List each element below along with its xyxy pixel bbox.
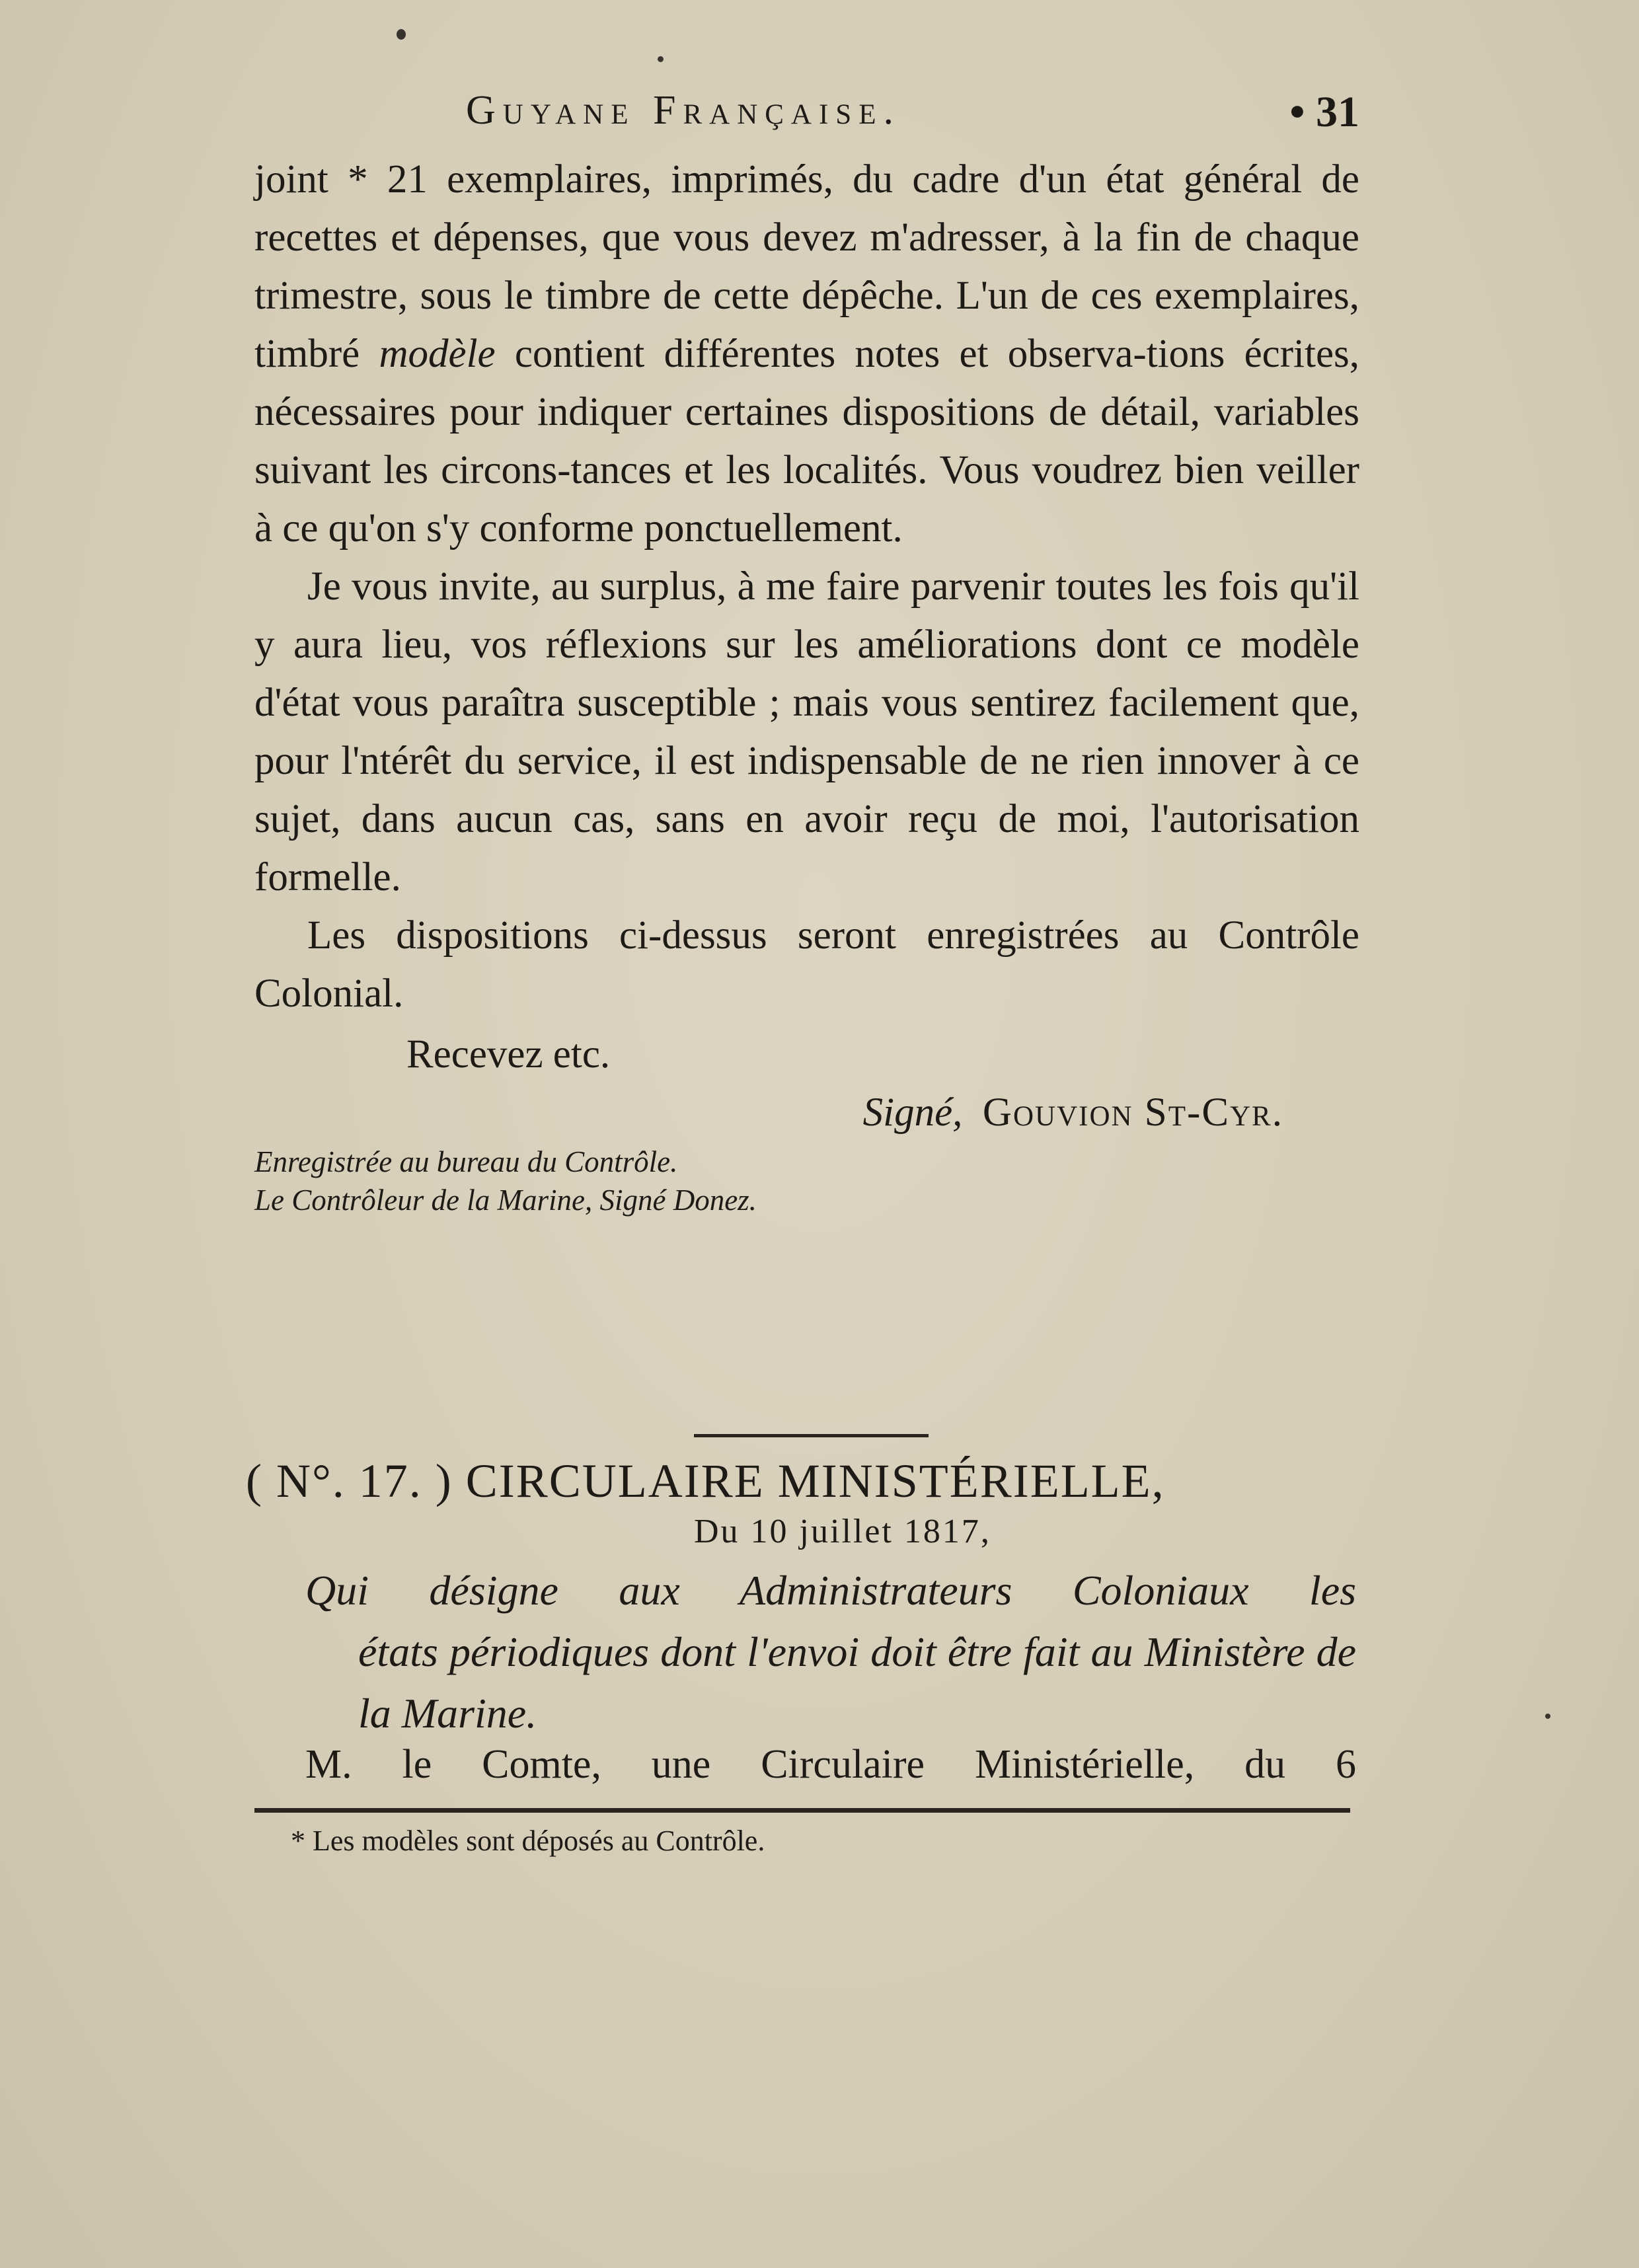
circular-subject-rest: états périodiques dont l'envoi doit être fait au Ministère de la Marine.	[358, 1628, 1356, 1737]
paragraph-1	[254, 151, 1359, 558]
letter-body	[254, 151, 1359, 1219]
section-divider	[694, 1434, 929, 1437]
closing-formula: Recevez etc.	[406, 1032, 611, 1077]
circular-heading: ( N°. 17. ) CIRCULAIRE MINISTÉRIELLE,	[246, 1455, 1165, 1507]
ink-speck	[397, 29, 406, 40]
circular-opening: M. le Comte, une Circulaire Ministérielle, du 6	[305, 1742, 1356, 1787]
paragraph-1-end: contient différentes notes et observa-tions écrites, nécessaires pour indiquer certaines dispositions de détail, variables suivant les circons-tances et les localités. Vous voudrez bien veiller à ce qu'on s'y conforme ponctuellement.	[254, 332, 1360, 550]
signature-name: Gouvion St-Cyr.	[982, 1090, 1283, 1135]
paragraph-1-start: joint * 21 exemplaires, imprimés, du cadre d'un état général de recettes et dépenses, que vous devez m'adresser, à la fin de chaque trimestre, sous le timbre de cette dépêche. L'un de ces exemplaires, timbré	[254, 157, 1359, 376]
running-head: Guyane Française.	[466, 88, 901, 133]
registration-line-1: Enregistrée au bureau du Contrôle.	[254, 1145, 678, 1178]
footnote: * Les modèles sont déposés au Contrôle.	[291, 1825, 765, 1857]
circular-subject	[305, 1560, 1356, 1744]
ink-speck	[658, 56, 664, 62]
footnote-rule	[254, 1808, 1350, 1813]
paragraph-1-italic-word: modèle	[379, 332, 496, 376]
circular-date: Du 10 juillet 1817,	[694, 1513, 991, 1550]
circular-subject-line-1: Qui désigne aux Administrateurs Coloniaux les	[305, 1567, 1356, 1614]
signature-line	[254, 1084, 1359, 1142]
registration-line-2: Le Contrôleur de la Marine, Signé Donez.	[254, 1184, 757, 1217]
ink-speck	[1545, 1714, 1550, 1719]
paragraph-3: Les dispositions ci-dessus seront enregistrées au Contrôle Colonial.	[254, 913, 1359, 1016]
signature-label: Signé,	[862, 1090, 963, 1135]
page-number: • 31	[1289, 88, 1359, 136]
paragraph-2: Je vous invite, au surplus, à me faire parvenir toutes les fois qu'il y aura lieu, vos réflexions sur les améliorations dont ce modèle d'état vous paraîtra susceptible ; mais vous sentirez facilement que, pour l'ntérêt du service, il est indispensable de ne rien innover à ce sujet, dans aucun cas, sans en avoir reçu de moi, l'autorisation formelle.	[254, 564, 1359, 899]
page-header	[254, 87, 1359, 147]
